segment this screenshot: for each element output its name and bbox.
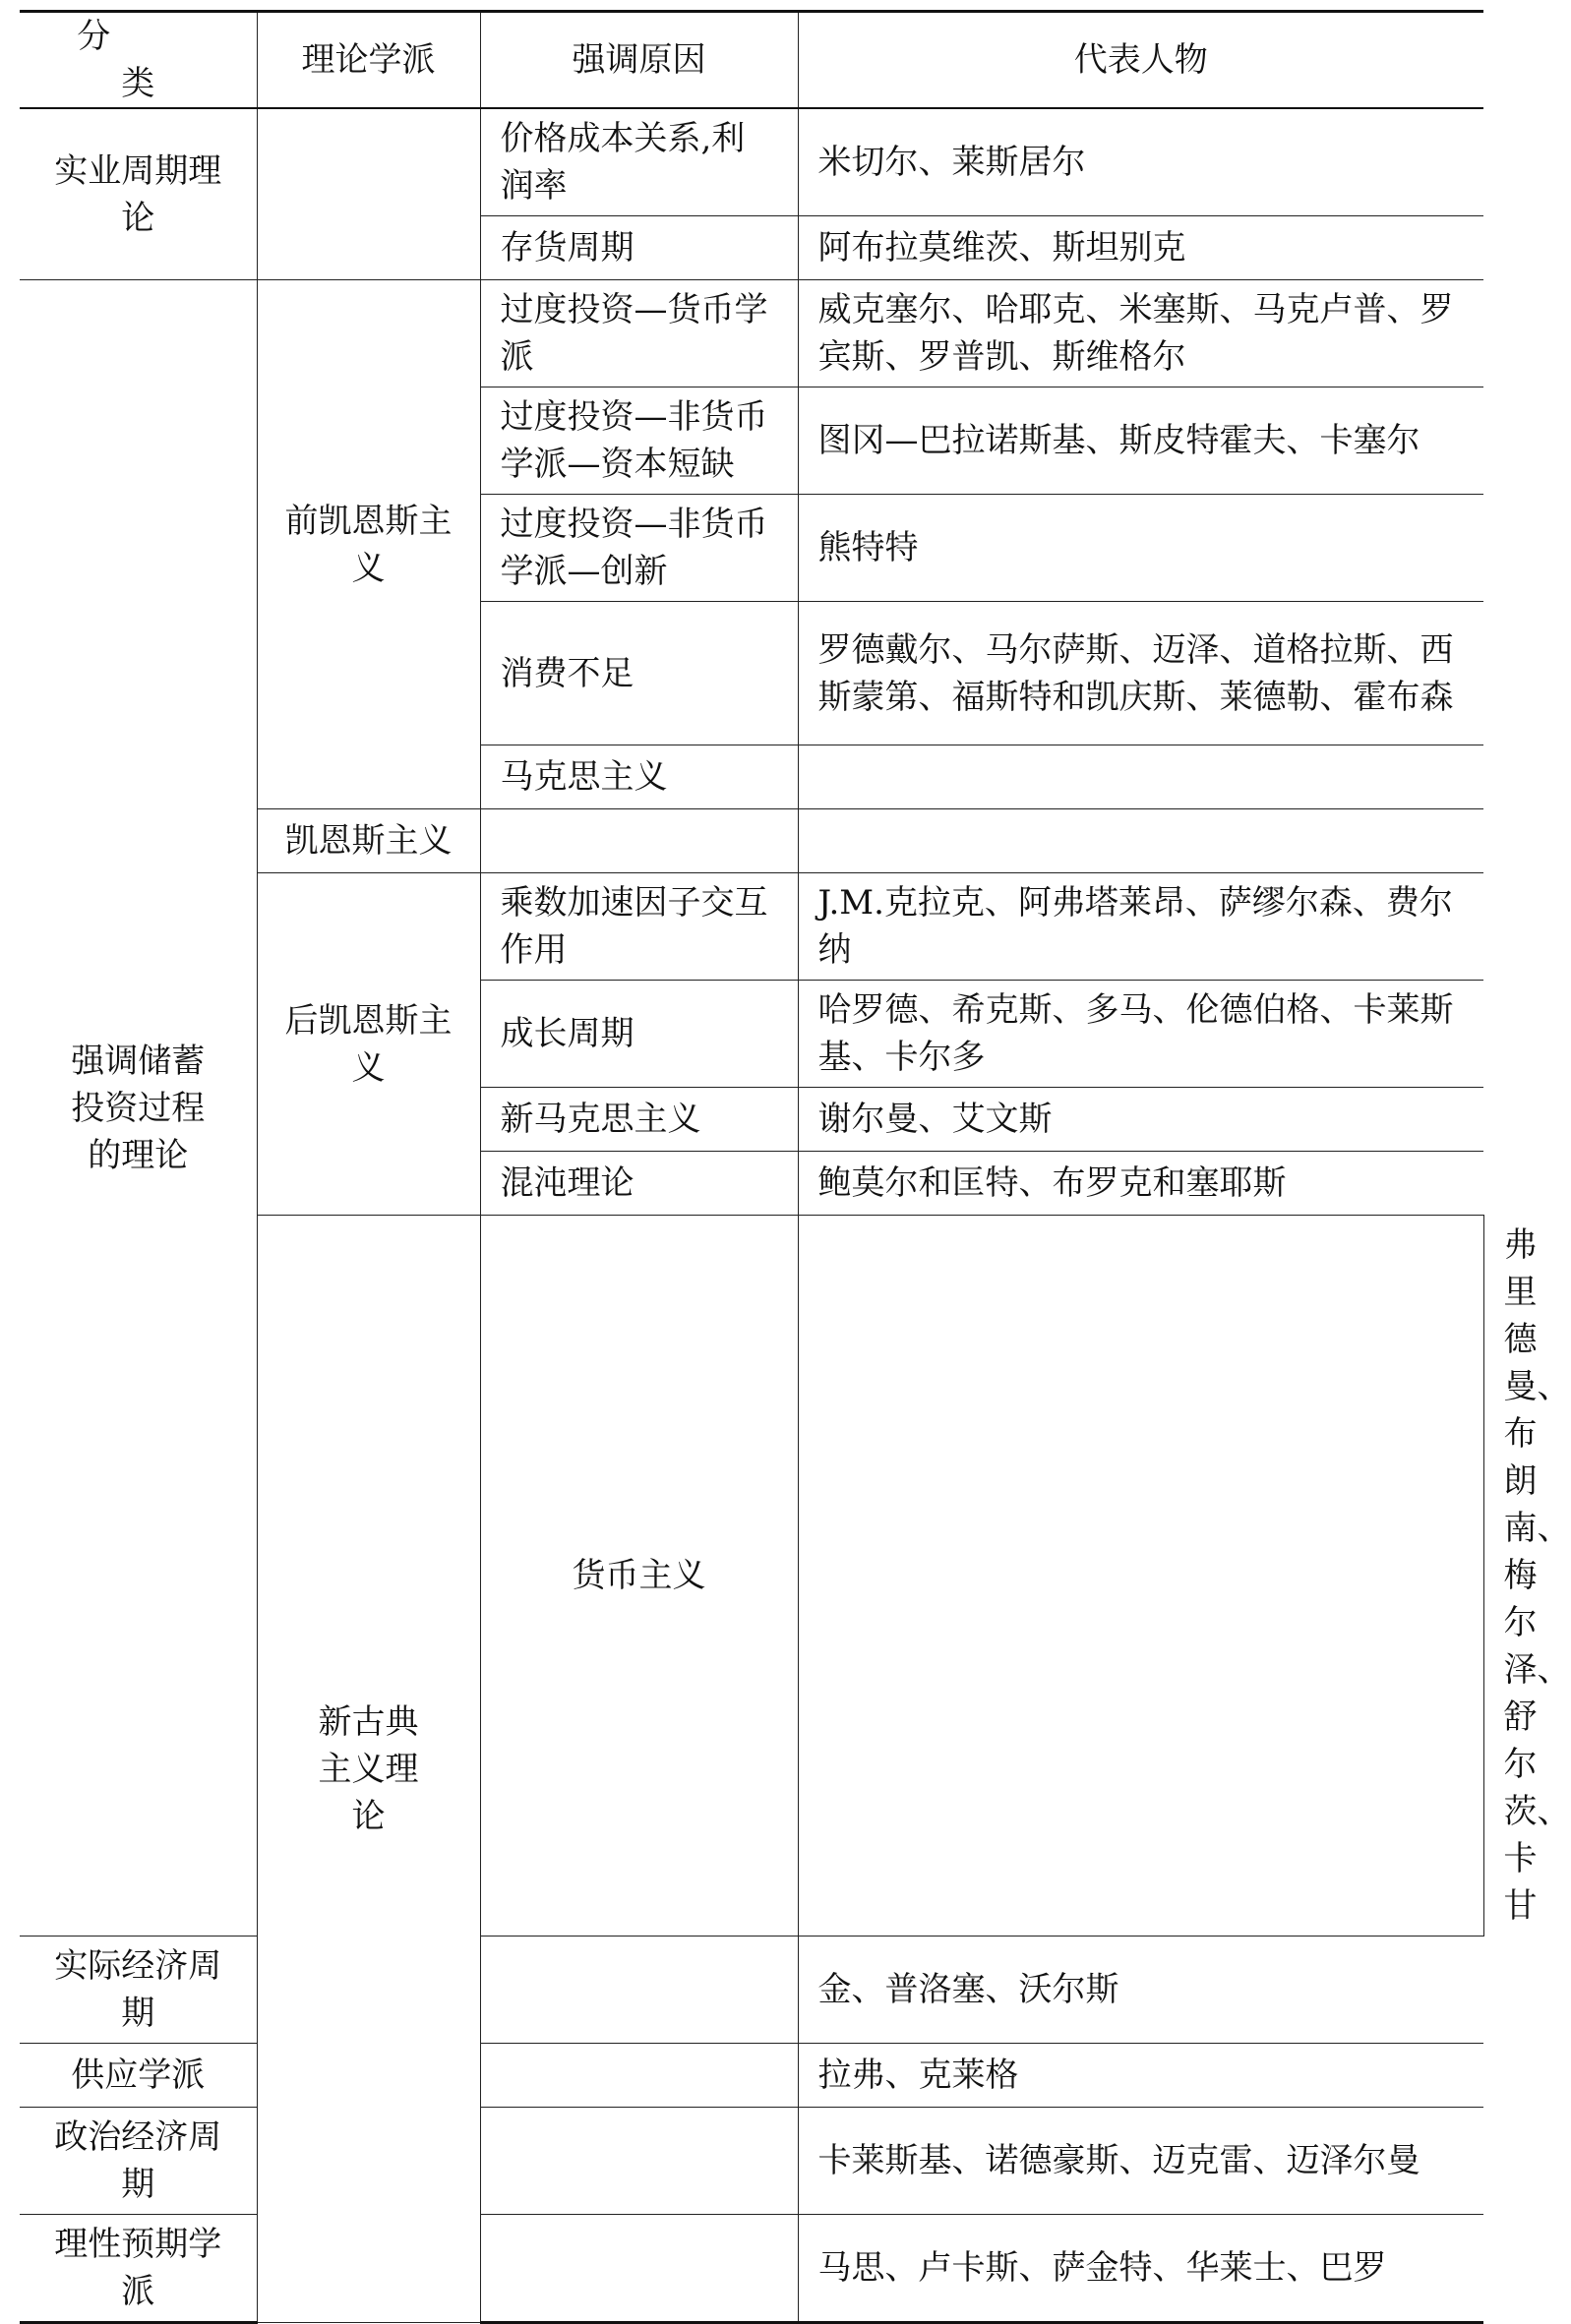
reason-cell: 成长周期 (480, 981, 798, 1088)
people-cell: 熊特特 (798, 495, 1483, 602)
reason-cell: 消费不足 (480, 602, 798, 745)
school-cell-empty (257, 108, 480, 280)
people-cell: J.M.克拉克、阿弗塔莱昂、萨缪尔森、费尔纳 (798, 873, 1483, 981)
table-row (20, 280, 1483, 387)
reason-cell-empty (480, 2215, 798, 2323)
header-people: 代表人物 (798, 12, 1483, 109)
people-cell: 哈罗德、希克斯、多马、伦德伯格、卡莱斯基、卡尔多 (798, 981, 1483, 1088)
school-cell: 货币主义 (480, 1216, 798, 1937)
header-row (20, 12, 1483, 109)
people-cell: 马思、卢卡斯、萨金特、华莱士、巴罗 (798, 2215, 1483, 2323)
people-cell: 金、普洛塞、沃尔斯 (798, 1937, 1483, 2044)
school-cell: 后凯恩斯主义 (257, 873, 480, 1216)
table-row (20, 2108, 1483, 2215)
reason-cell-empty (798, 1216, 1483, 1937)
table-row (20, 2044, 1483, 2108)
reason-cell: 混沌理论 (480, 1152, 798, 1216)
reason-cell-empty (480, 1937, 798, 2044)
people-cell: 卡莱斯基、诺德豪斯、迈克雷、迈泽尔曼 (798, 2108, 1483, 2215)
reason-cell: 过度投资—非货币学派—创新 (480, 495, 798, 602)
reason-cell-empty (480, 809, 798, 873)
people-cell: 图冈—巴拉诺斯基、斯皮特霍夫、卡塞尔 (798, 387, 1483, 495)
reason-cell: 价格成本关系,利润率 (480, 108, 798, 216)
people-cell: 拉弗、克莱格 (798, 2044, 1483, 2108)
people-cell: 罗德戴尔、马尔萨斯、迈泽、道格拉斯、西斯蒙第、福斯特和凯庆斯、莱德勒、霍布森 (798, 602, 1483, 745)
school-cell: 理性预期学派 (20, 2215, 257, 2323)
reason-cell-empty (480, 2044, 798, 2108)
reason-cell-empty (480, 2108, 798, 2215)
people-cell: 阿布拉莫维茨、斯坦别克 (798, 216, 1483, 280)
table-row: 新古典主义理论 货币主义 弗里德曼、布朗南、梅尔泽、舒尔茨、卡甘 (20, 1216, 1483, 1937)
table-row (20, 108, 1483, 216)
table-row (20, 2215, 1483, 2323)
school-cell: 实际经济周期 (20, 1937, 257, 2044)
header-school: 理论学派 (257, 12, 480, 109)
reason-cell: 存货周期 (480, 216, 798, 280)
category-cell: 新古典主义理论 (257, 1216, 480, 2323)
school-cell: 凯恩斯主义 (257, 809, 480, 873)
category-cell: 实业周期理论 (20, 108, 257, 280)
people-cell-empty (798, 809, 1483, 873)
people-cell: 谢尔曼、艾文斯 (798, 1088, 1483, 1152)
reason-cell: 马克思主义 (480, 745, 798, 809)
people-cell-empty (798, 745, 1483, 809)
reason-cell: 过度投资—货币学派 (480, 280, 798, 387)
business-cycle-theory-table (20, 10, 1571, 2324)
people-cell: 鲍莫尔和匡特、布罗克和塞耶斯 (798, 1152, 1483, 1216)
category-cell: 强调储蓄投资过程的理论 (20, 280, 257, 1937)
school-cell: 政治经济周期 (20, 2108, 257, 2215)
reason-cell: 乘数加速因子交互作用 (480, 873, 798, 981)
header-reason: 强调原因 (480, 12, 798, 109)
people-cell: 威克塞尔、哈耶克、米塞斯、马克卢普、罗宾斯、罗普凯、斯维格尔 (798, 280, 1483, 387)
reason-cell: 新马克思主义 (480, 1088, 798, 1152)
people-cell: 米切尔、莱斯居尔 (798, 108, 1483, 216)
school-cell: 供应学派 (20, 2044, 257, 2108)
header-category: 分类 (20, 12, 257, 109)
reason-cell: 过度投资—非货币学派—资本短缺 (480, 387, 798, 495)
school-cell: 前凯恩斯主义 (257, 280, 480, 809)
table-row (20, 1937, 1483, 2044)
